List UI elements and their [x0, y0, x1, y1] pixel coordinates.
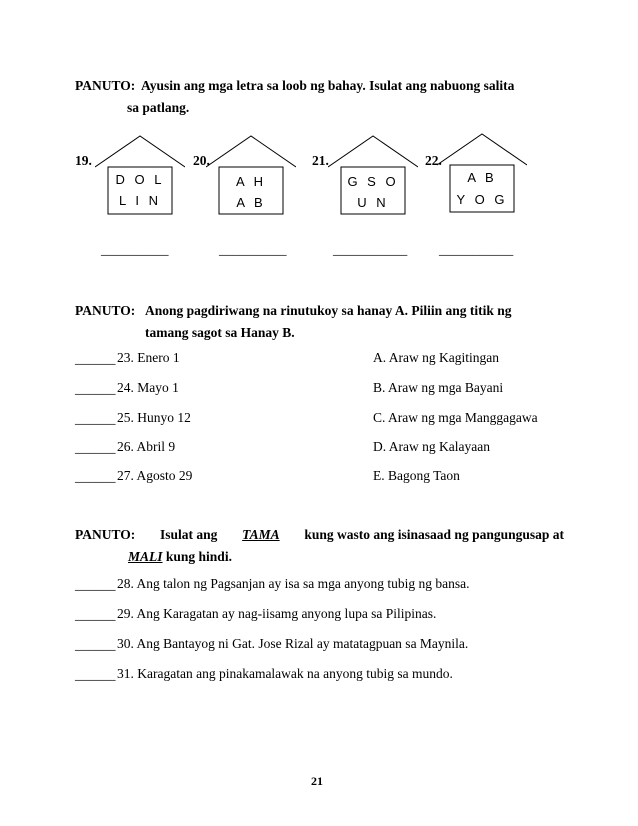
house-letters-row2: Y O G [456, 192, 508, 207]
answer-blank[interactable]: ______ [75, 637, 116, 652]
house-21-shape [328, 135, 418, 215]
section3-directive-line1 [75, 527, 564, 543]
house-letters-row1: D O L [115, 172, 165, 187]
matching-item-text: 23. Enero 1 [117, 350, 180, 365]
house-number: 19. [75, 153, 92, 168]
answer-blank[interactable]: ___________ [333, 242, 408, 257]
answer-blank[interactable]: ______ [75, 351, 116, 366]
matching-choice: E. Bagong Taon [373, 468, 460, 483]
house-letters-row2: A B [236, 195, 266, 210]
answer-blank[interactable]: ______ [75, 469, 116, 484]
answer-blank[interactable]: __________ [101, 242, 169, 257]
section3-directive-part3: kung hindi. [165, 549, 232, 564]
matching-choice: D. Araw ng Kalayaan [373, 439, 490, 454]
section1-directive-line2: sa patlang. [127, 100, 190, 115]
answer-blank[interactable]: ______ [75, 607, 116, 622]
house-20-shape [206, 135, 296, 215]
matching-choice: B. Araw ng mga Bayani [373, 380, 504, 395]
section1-directive-line1: Ayusin ang mga letra sa loob ng bahay. Isulat ang nabuong salita [141, 78, 515, 93]
matching-item-text: 25. Hunyo 12 [117, 410, 191, 425]
page-number: 21 [311, 774, 323, 788]
house-19-shape [95, 135, 185, 215]
section1-directive-label: PANUTO: [75, 78, 136, 93]
section2-directive-line1: Anong pagdiriwang na rinutukoy sa hanay A. Piliin ang titik ng [145, 303, 512, 318]
house-letters-row1: A B [467, 170, 497, 185]
house-number: 20. [193, 153, 210, 168]
answer-blank[interactable]: ___________ [439, 242, 514, 257]
house-number: 21. [312, 153, 329, 168]
answer-blank[interactable]: ______ [75, 667, 116, 682]
house-22-shape [437, 133, 527, 213]
answer-blank[interactable]: ______ [75, 381, 116, 396]
mali-keyword: MALI [128, 549, 163, 564]
statement-text: 29. Ang Karagatan ay nag-iisamg anyong lupa sa Pilipinas. [117, 606, 437, 621]
matching-choice: A. Araw ng Kagitingan [373, 350, 499, 365]
answer-blank[interactable]: __________ [219, 242, 287, 257]
matching-choice: C. Araw ng mga Manggagawa [373, 410, 538, 425]
matching-item-text: 26. Abril 9 [117, 439, 176, 454]
statement-text: 31. Karagatan ang pinakamalawak na anyong tubig sa mundo. [117, 666, 453, 681]
answer-blank[interactable]: ______ [75, 411, 116, 426]
tama-keyword: TAMA [242, 527, 280, 542]
house-letters-row2: U N [357, 195, 389, 210]
answer-blank[interactable]: ______ [75, 577, 116, 592]
answer-blank[interactable]: ______ [75, 440, 116, 455]
house-letters-row1: A H [236, 174, 266, 189]
matching-item-text: 24. Mayo 1 [117, 380, 179, 395]
statement-text: 30. Ang Bantayog ni Gat. Jose Rizal ay matatagpuan sa Maynila. [117, 636, 469, 651]
section3-directive-line2 [128, 549, 232, 565]
house-number: 22. [425, 153, 442, 168]
statement-text: 28. Ang talon ng Pagsanjan ay isa sa mga anyong tubig ng bansa. [117, 576, 470, 591]
section3-directive-label: PANUTO: [75, 527, 136, 542]
section3-directive-part2: kung wasto ang isinasaad ng pangungusap at [304, 527, 564, 542]
section3-directive-part1: Isulat ang [159, 527, 218, 542]
house-letters-row2: L I N [119, 193, 161, 208]
section2-directive-line2: tamang sagot sa Hanay B. [145, 325, 295, 340]
house-letters-row1: G S O [347, 174, 399, 189]
matching-item-text: 27. Agosto 29 [117, 468, 193, 483]
section2-directive-label: PANUTO: [75, 303, 136, 318]
